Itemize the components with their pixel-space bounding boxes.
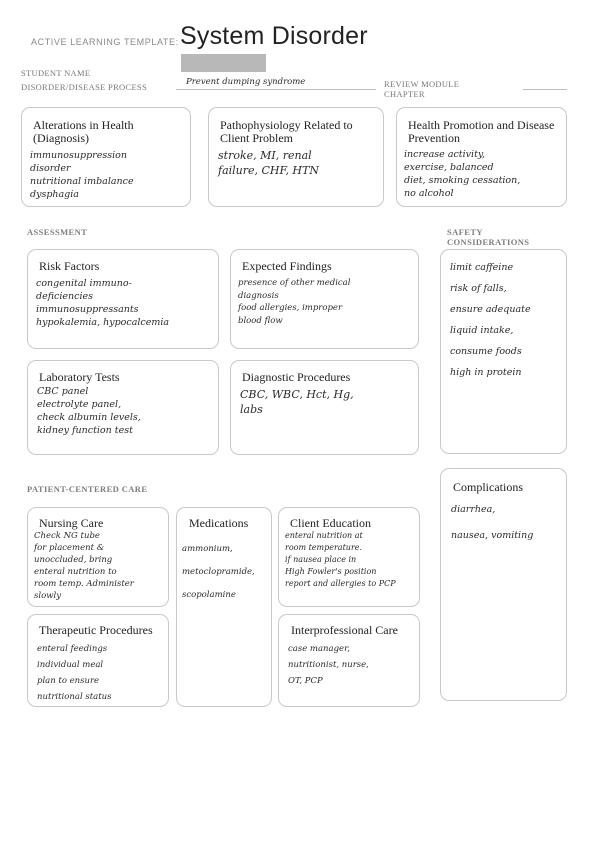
- nursing-care-content: Check NG tube for placement & unoccluded, bring enteral nutrition to room temp. Administer slowly: [34, 531, 134, 601]
- assessment-heading: ASSESSMENT: [27, 227, 88, 237]
- page-title: System Disorder: [180, 22, 368, 50]
- alterations-content: immunosuppression disorder nutritional imbalance dysphagia: [30, 150, 134, 200]
- disorder-label: DISORDER/DISEASE PROCESS: [21, 82, 147, 92]
- lab-tests-title: Laboratory Tests: [39, 370, 120, 384]
- pathophysiology-content: stroke, MI, renal failure, CHF, HTN: [218, 149, 319, 177]
- client-education-box: [278, 507, 420, 607]
- expected-findings-box: [230, 249, 419, 349]
- safety-box: [440, 249, 567, 454]
- nursing-care-box: [27, 507, 169, 607]
- health-promotion-title: Health Promotion and Disease Prevention: [408, 118, 555, 145]
- template-label: ACTIVE LEARNING TEMPLATE:: [31, 37, 179, 47]
- lab-tests-content: CBC panel electrolyte panel, check albumin levels, kidney function test: [37, 386, 141, 436]
- client-education-content: enteral nutrition at room temperature. if nausea place in High Fowler's position report and allergies to PCP: [285, 531, 396, 588]
- therapeutic-box: [27, 614, 169, 707]
- therapeutic-content: enteral feedings individual meal plan to ensure nutritional status: [37, 644, 112, 702]
- lab-tests-box: [27, 360, 219, 455]
- interprofessional-box: [278, 614, 420, 707]
- diagnostic-title: Diagnostic Procedures: [242, 370, 351, 384]
- alterations-title: Alterations in Health (Diagnosis): [33, 118, 134, 145]
- student-name-label: STUDENT NAME: [21, 68, 91, 78]
- pathophysiology-box: [208, 107, 384, 207]
- review-module-label: REVIEW MODULE CHAPTER: [384, 79, 460, 99]
- expected-findings-title: Expected Findings: [242, 259, 332, 273]
- client-education-title: Client Education: [290, 516, 371, 530]
- complications-box: [440, 468, 567, 701]
- diagnostic-content: CBC, WBC, Hct, Hg, labs: [240, 388, 354, 416]
- pathophysiology-title: Pathophysiology Related to Client Problem: [220, 118, 353, 145]
- nursing-care-title: Nursing Care: [39, 516, 104, 530]
- safety-heading: SAFETY CONSIDERATIONS: [447, 227, 530, 247]
- diagnostic-box: [230, 360, 419, 455]
- complications-content: diarrhea, nausea, vomiting: [451, 504, 534, 541]
- interprofessional-content: case manager, nutritionist, nurse, OT, PCP: [288, 644, 369, 686]
- redacted-name: [181, 54, 266, 72]
- health-promotion-box: [396, 107, 567, 207]
- complications-title: Complications: [453, 480, 523, 494]
- risk-factors-title: Risk Factors: [39, 259, 100, 273]
- alterations-box: [21, 107, 191, 207]
- medications-box: [176, 507, 272, 707]
- disorder-underline: [176, 89, 376, 90]
- health-promotion-content: increase activity, exercise, balanced diet, smoking cessation, no alcohol: [404, 149, 521, 199]
- medications-title: Medications: [189, 516, 249, 530]
- disorder-value: Prevent dumping syndrome: [186, 77, 306, 87]
- expected-findings-content: presence of other medical diagnosis food allergies, improper blood flow: [238, 278, 351, 326]
- interprofessional-title: Interprofessional Care: [291, 623, 398, 637]
- risk-factors-box: [27, 249, 219, 349]
- medications-content: ammonium, metoclopramide, scopolamine: [182, 544, 255, 600]
- risk-factors-content: congenital immuno- deficiencies immunosuppressants hypokalemia, hypocalcemia: [36, 278, 170, 328]
- therapeutic-title: Therapeutic Procedures: [39, 623, 153, 637]
- safety-content: limit caffeine risk of falls, ensure adequate liquid intake, consume foods high in protein: [450, 262, 531, 378]
- review-underline: [523, 89, 567, 90]
- patient-care-heading: PATIENT-CENTERED CARE: [27, 484, 148, 494]
